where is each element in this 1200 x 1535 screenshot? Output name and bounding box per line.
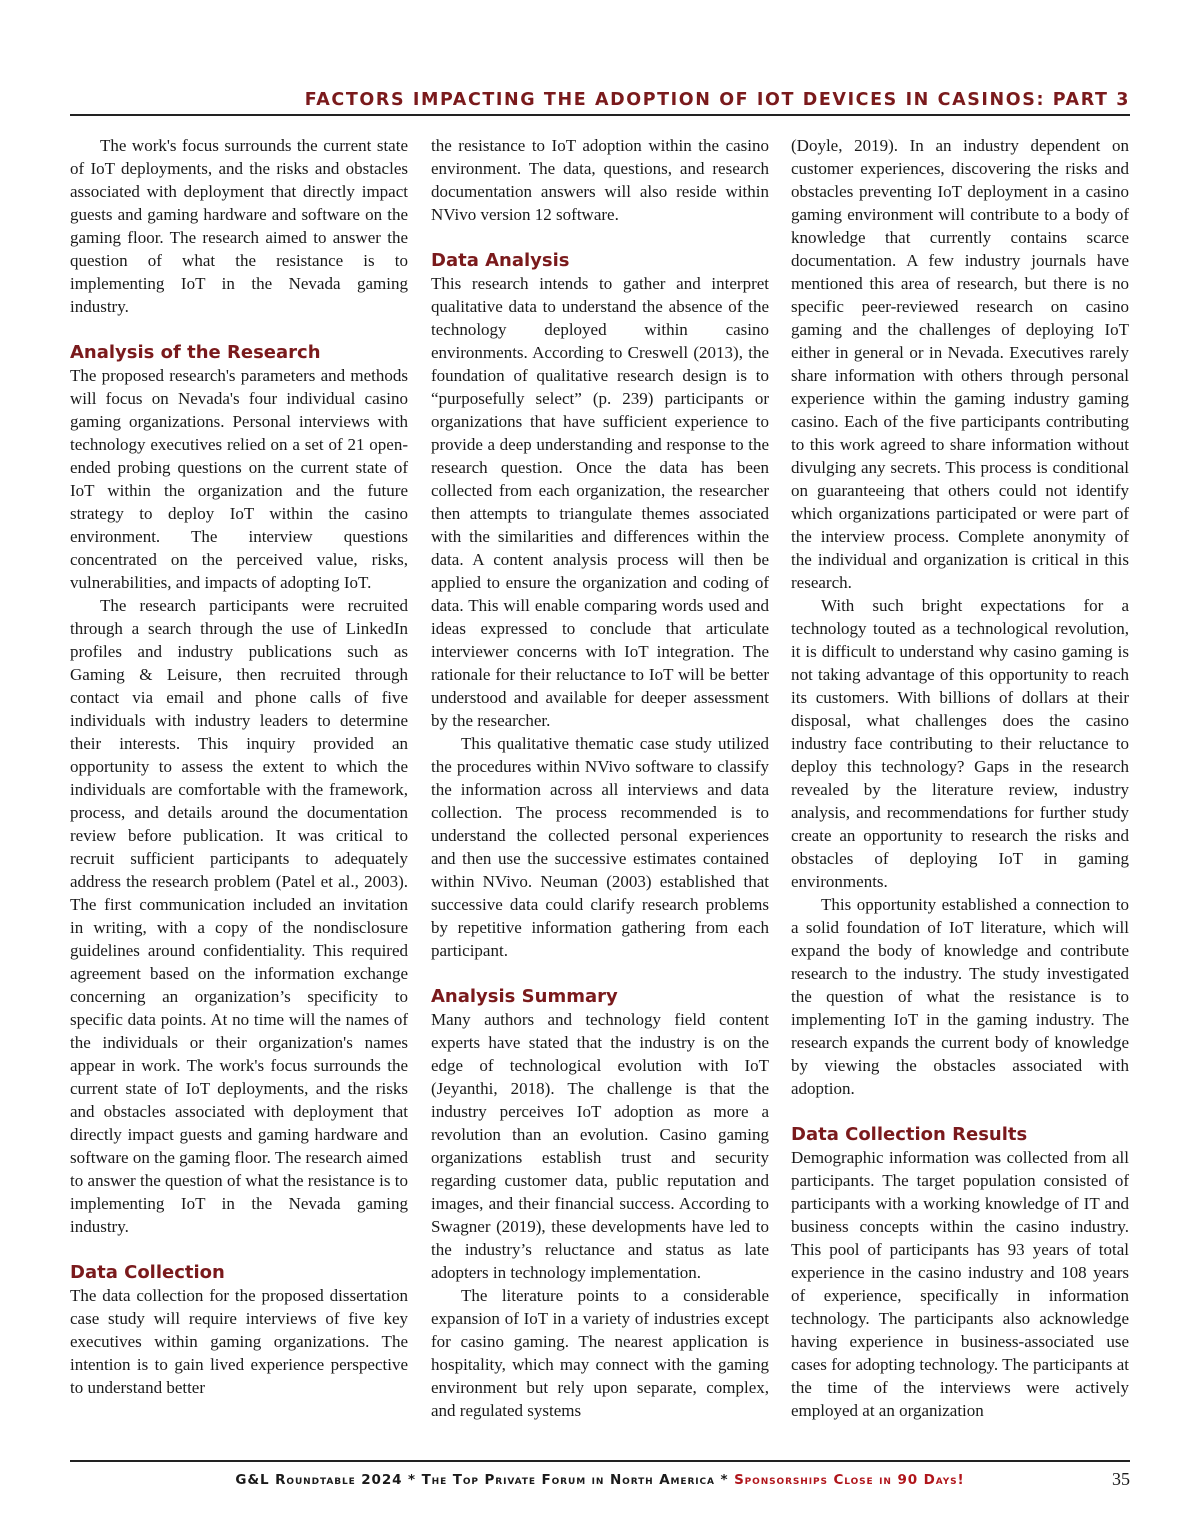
paragraph: Demographic information was collected from all participants. The target population consisted of participants with a working knowledge of IT and business concepts within the casino industry. This pool of participants has 93 years of total experience in the casino industry and 108 years of experience, specifically in information technology. The participants also acknowledge having experience in business-associated use cases for adopting technology. The participants at the time of the interviews were actively employed at an organization	[791, 1148, 1129, 1420]
header-rule	[70, 114, 1130, 116]
paragraph: The research participants were recruited through a search through the use of LinkedIn profiles and industry publications such as Gaming & Leisure, then recruited through contact via email and phone calls of five individuals with industry leaders to determine their interests. This inquiry provided an opportunity to assess the extent to which the individuals are comfortable with the framework, process, and details around the documentation review before publication. It was critical to recruit sufficient participants to adequately address the research problem (Patel et al., 2003). The first communication included an invitation in writing, with a copy of the nondisclosure guidelines around confidentiality. This required agreement based on the information exchange concerning an organization’s specificity to specific data points. At no time will the names of the individuals or their organization's names appear in work. The work's focus surrounds the current state of IoT deployments, and the risks and obstacles associated with deployment that directly impact guests and gaming hardware and software on the gaming floor. The research aimed to answer the question of what the resistance is to implementing IoT in the Nevada gaming industry.	[70, 596, 408, 1236]
page-number: 35	[1112, 1469, 1130, 1489]
paragraph: (Doyle, 2019). In an industry dependent on customer experiences, discovering the risks and obstacles preventing IoT deployment in a casino gaming environment will contribute to a body of knowledge that currently contains scarce documentation. A few industry journals have mentioned this area of research, but there is no specific peer-reviewed research on casino gaming and the challenges of deploying IoT either in general or in Nevada. Executives rarely share information with others through personal experience within the gaming industry gaming casino. Each of the five participants contributing to this work agreed to share information without divulging any secrets. This process is conditional on guaranteeing that others could not identify which organizations participated or were part of the interview process. Complete anonymity of the individual and organization is critical in this research.	[791, 136, 1129, 592]
paragraph: This research intends to gather and interpret qualitative data to understand the absence of the technology deployed within casino environments. According to Creswell (2013), the foundation of qualitative research design is to “purposefully select” (p. 239) participants or organizations that have sufficient experience to provide a deep understanding and response to the research question. Once the data has been collected from each organization, the researcher then attempts to triangulate themes associated with the similarities and differences within the data. A content analysis process will then be applied to ensure the organization and coding of data. This will enable comparing words used and ideas expressed to conclude that articulate interviewer concerns with IoT integration. The rationale for their reluctance to IoT will be better understood and available for deeper assessment by the researcher.	[431, 274, 769, 730]
page-footer	[70, 1469, 1130, 1493]
footer-banner	[70, 1472, 1130, 1488]
footer-sponsorship-link[interactable]: Sponsorships Close in 90 Days!	[734, 1472, 965, 1488]
paragraph: The proposed research's parameters and methods will focus on Nevada's four individual casino gaming organizations. Personal interviews with technology executives relied on a set of 21 open-ended probing questions on the current state of IoT within the organization and the future strategy to deploy IoT within the casino environment. The interview questions concentrated on the perceived value, risks, vulnerabilities, and impacts of adopting IoT.	[70, 366, 408, 592]
section-heading-analysis-summary: Analysis Summary	[431, 986, 618, 1007]
footer-rule	[70, 1460, 1130, 1462]
section-heading-data-collection-results: Data Collection Results	[791, 1124, 1028, 1145]
section-heading-analysis-of-the-research: Analysis of the Research	[70, 342, 321, 363]
section-heading-data-collection: Data Collection	[70, 1262, 225, 1283]
paragraph: The data collection for the proposed dissertation case study will require interviews of five key executives within gaming organizations. The intention is to gain lived experience perspective to understand better	[70, 1286, 408, 1397]
column-3	[791, 134, 1129, 1422]
paragraph: Many authors and technology field content experts have stated that the industry is on the edge of technological evolution with IoT (Jeyanthi, 2018). The challenge is that the industry perceives IoT adoption as more a revolution than an evolution. Casino gaming organizations establish trust and security regarding customer data, public reputation and images, and their financial success. According to Swagner (2019), these developments have led to the industry’s reluctance and status as late adopters in technology implementation.	[431, 1010, 769, 1282]
column-2	[431, 134, 769, 1422]
paragraph: The literature points to a considerable expansion of IoT in a variety of industries except for casino gaming. The nearest application is hospitality, which may connect with the gaming environment but rely upon separate, complex, and regulated systems	[431, 1286, 769, 1420]
paragraph: This opportunity established a connection to a solid foundation of IoT literature, which will expand the body of knowledge and contribute research to the industry. The study investigated the question of what the resistance is to implementing IoT in the gaming industry. The research expands the current body of knowledge by viewing the obstacles associated with adoption.	[791, 895, 1129, 1098]
paragraph: This qualitative thematic case study utilized the procedures within NVivo software to classify the information across all interviews and data collection. The process recommended is to understand the collected personal experiences and then use the successive estimates contained within NVivo. Neuman (2003) established that successive data could clarify research problems by repetitive information gathering from each participant.	[431, 734, 769, 960]
paragraph: the resistance to IoT adoption within the casino environment. The data, questions, and research documentation answers will also reside within NVivo version 12 software.	[431, 136, 769, 224]
footer-text: G&L Roundtable 2024 * The Top Private Forum in North America *	[235, 1472, 735, 1488]
column-1	[70, 134, 408, 1399]
paragraph: With such bright expectations for a technology touted as a technological revolution, it is difficult to understand why casino gaming is not taking advantage of this opportunity to reach its customers. With billions of dollars at their disposal, what challenges does the casino industry face contributing to their reluctance to deploy this technology? Gaps in the research revealed by the literature review, industry analysis, and recommendations for further study create an opportunity to research the risks and obstacles of deploying IoT in gaming environments.	[791, 596, 1129, 891]
paragraph: The work's focus surrounds the current state of IoT deployments, and the risks and obstacles associated with deployment that directly impact guests and gaming hardware and software on the gaming floor. The research aimed to answer the question of what the resistance is to implementing IoT in the Nevada gaming industry.	[70, 136, 408, 316]
section-heading-data-analysis: Data Analysis	[431, 250, 570, 271]
running-title: FACTORS IMPACTING THE ADOPTION OF IOT DEVICES IN CASINOS: PART 3	[304, 90, 1130, 110]
